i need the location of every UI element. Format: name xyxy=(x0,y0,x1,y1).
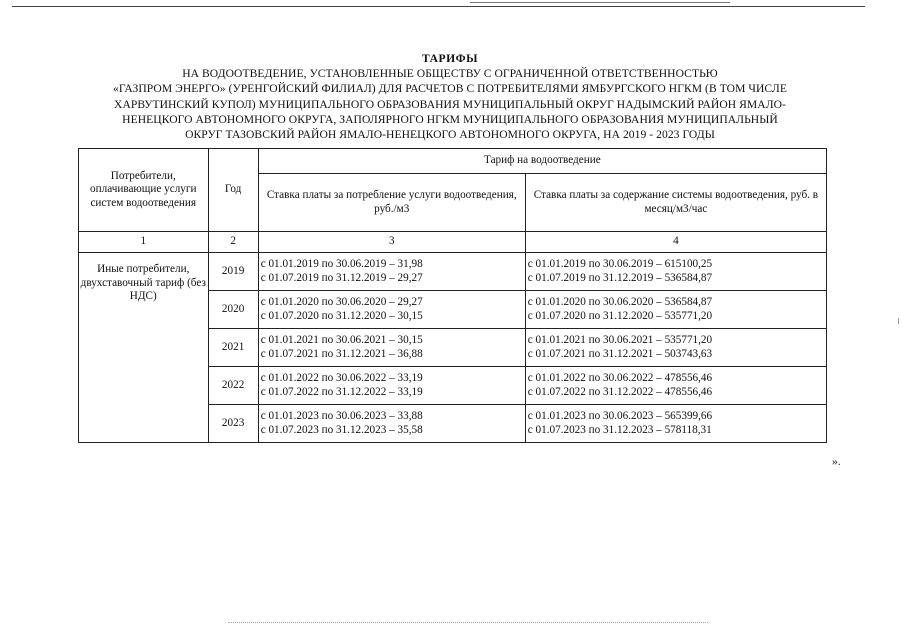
header-tariff: Тариф на водоотведение xyxy=(258,149,826,174)
heading-line: НА ВОДООТВЕДЕНИЕ, УСТАНОВЛЕННЫЕ ОБЩЕСТВУ С ОГРАНИЧЕННОЙ ОТВЕТСТВЕННОСТЬЮ xyxy=(182,67,718,81)
rate-period: с 01.07.2023 по 31.12.2023 – 35,58 xyxy=(260,423,423,436)
maintenance-period: с 01.01.2020 по 30.06.2020 – 536584,87 xyxy=(527,296,713,308)
rate-cell xyxy=(258,405,525,443)
rate-period: с 01.01.2020 по 30.06.2020 – 29,27 xyxy=(260,296,423,308)
maintenance-period: с 01.07.2019 по 31.12.2019 – 536584,87 xyxy=(527,271,713,284)
consumer-group-cell: Иные потребители, двухставочный тариф (без НДС) xyxy=(79,253,209,443)
maintenance-period: с 01.01.2019 по 30.06.2019 – 615100,25 xyxy=(527,258,713,270)
year-cell: 2020 xyxy=(208,291,258,329)
rate-period: с 01.01.2022 по 30.06.2022 – 33,19 xyxy=(260,372,423,384)
maintenance-cell xyxy=(525,291,826,329)
maintenance-period: с 01.07.2020 по 31.12.2020 – 535771,20 xyxy=(527,309,713,322)
scan-top-edge xyxy=(12,6,865,7)
column-number: 2 xyxy=(208,232,258,253)
table-row xyxy=(79,253,827,291)
header-consumers: Потребители, оплачивающие услуги систем водоотведения xyxy=(79,149,209,232)
closing-quote-mark: ». xyxy=(832,456,841,468)
rate-period: с 01.01.2021 по 30.06.2021 – 30,15 xyxy=(260,334,423,346)
rate-cell xyxy=(258,367,525,405)
year-cell: 2021 xyxy=(208,329,258,367)
year-cell: 2023 xyxy=(208,405,258,443)
heading-title: ТАРИФЫ xyxy=(422,52,478,65)
maintenance-cell xyxy=(525,367,826,405)
rate-period: с 01.07.2022 по 31.12.2022 – 33,19 xyxy=(260,385,423,398)
heading-line: «ГАЗПРОМ ЭНЕРГО» (УРЕНГОЙСКИЙ ФИЛИАЛ) ДЛЯ РАСЧЕТОВ С ПОТРЕБИТЕЛЯМИ ЯМБУРГСКОГО НГКМ (В ТОМ ЧИСЛЕ xyxy=(113,82,787,96)
maintenance-period: с 01.07.2023 по 31.12.2023 – 578118,31 xyxy=(527,423,712,436)
rate-period: с 01.07.2019 по 31.12.2019 – 29,27 xyxy=(260,271,423,284)
column-number: 4 xyxy=(525,232,826,253)
rate-period: с 01.01.2019 по 30.06.2019 – 31,98 xyxy=(260,258,423,270)
rate-cell xyxy=(258,291,525,329)
maintenance-cell xyxy=(525,329,826,367)
table-header-row xyxy=(79,149,827,174)
rate-cell xyxy=(258,253,525,291)
year-cell: 2019 xyxy=(208,253,258,291)
rate-period: с 01.07.2020 по 31.12.2020 – 30,15 xyxy=(260,309,423,322)
rate-cell xyxy=(258,329,525,367)
heading-line: ХАРВУТИНСКИЙ КУПОЛ) МУНИЦИПАЛЬНОГО ОБРАЗОВАНИЯ МУНИЦИПАЛЬНЫЙ ОКРУГ НАДЫМСКИЙ РАЙОН ЯМАЛО- xyxy=(114,97,786,111)
column-number: 3 xyxy=(258,232,525,253)
maintenance-cell xyxy=(525,405,826,443)
maintenance-period: с 01.01.2023 по 30.06.2023 – 565399,66 xyxy=(527,410,713,422)
header-maintenance: Ставка платы за содержание системы водоотведения, руб. в месяц/м3/час xyxy=(525,174,826,232)
maintenance-period: с 01.01.2021 по 30.06.2021 – 535771,20 xyxy=(527,334,713,346)
document-heading xyxy=(70,51,830,142)
column-number: 1 xyxy=(79,232,209,253)
maintenance-period: с 01.07.2022 по 31.12.2022 – 478556,46 xyxy=(527,385,713,398)
maintenance-period: с 01.01.2022 по 30.06.2022 – 478556,46 xyxy=(527,372,713,384)
header-rate: Ставка платы за потребление услуги водоотведения, руб./м3 xyxy=(258,174,525,232)
maintenance-period: с 01.07.2021 по 31.12.2021 – 503743,63 xyxy=(527,347,713,360)
header-year: Год xyxy=(208,149,258,232)
rate-period: с 01.07.2021 по 31.12.2021 – 36,88 xyxy=(260,347,423,360)
maintenance-cell xyxy=(525,253,826,291)
heading-line: НЕНЕЦКОГО АВТОНОМНОГО ОКРУГА, ЗАПОЛЯРНОГО НГКМ МУНИЦИПАЛЬНОГО ОБРАЗОВАНИЯ МУНИЦИПАЛЬНЫЙ xyxy=(122,112,778,126)
year-cell: 2022 xyxy=(208,367,258,405)
tariff-table xyxy=(78,148,827,443)
scan-artifact xyxy=(898,318,899,324)
column-number-row xyxy=(79,232,827,253)
scan-bottom-edge xyxy=(228,622,708,623)
scan-top-edge-short xyxy=(470,2,730,3)
rate-period: с 01.01.2023 по 30.06.2023 – 33,88 xyxy=(260,410,423,422)
heading-line: ОКРУГ ТАЗОВСКИЙ РАЙОН ЯМАЛО-НЕНЕЦКОГО АВТОНОМНОГО ОКРУГА, НА 2019 - 2023 ГОДЫ xyxy=(185,128,715,142)
